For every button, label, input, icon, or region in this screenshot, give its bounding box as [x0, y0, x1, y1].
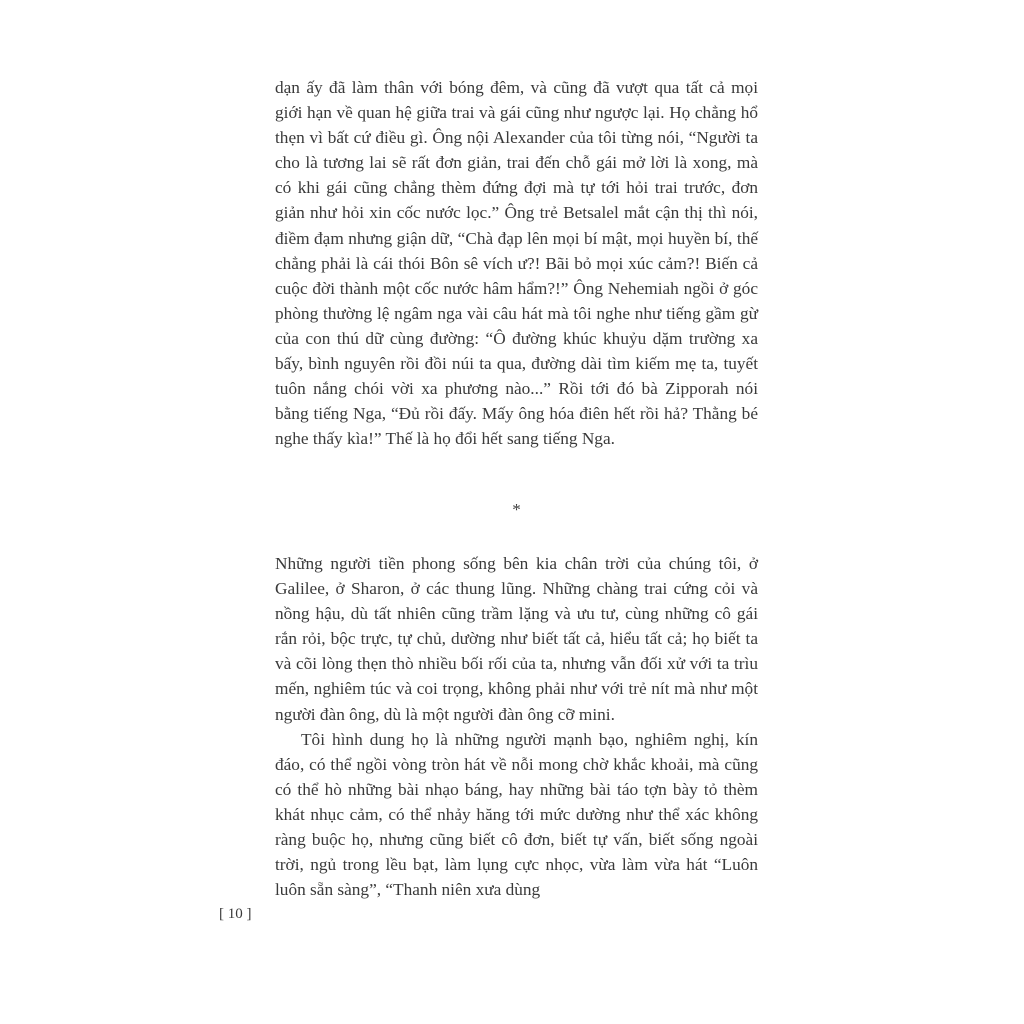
text-block-bottom [275, 551, 758, 902]
section-break-asterisk: * [512, 500, 521, 519]
paragraph: Tôi hình dung họ là những người mạnh bạo, nghiêm nghị, kín đáo, có thể ngồi vòng tròn hát về nỗi mong chờ khắc khoải, mà cũng có thể hò những bài nhạo báng, hay những bài táo tợn bày tỏ thèm khát nhục cảm, có thể nhảy hăng tới mức dường như thể xác không ràng buộc họ, nhưng cũng biết cô đơn, biết tự vấn, biết sống ngoài trời, ngủ trong lều bạt, làm lụng cực nhọc, vừa làm vừa hát “Luôn luôn sẵn sàng”, “Thanh niên xưa dùng [275, 729, 758, 900]
text-block-top [275, 75, 758, 451]
page-number: [ 10 ] [219, 906, 252, 922]
paragraph: Những người tiền phong sống bên kia chân trời của chúng tôi, ở Galilee, ở Sharon, ở các thung lũng. Những chàng trai cứng cỏi và nồng hậu, dù tất nhiên cũng trầm lặng và ưu tư, cùng những cô gái rắn rỏi, bộc trực, tự chủ, dường như biết tất cả, hiểu tất cả; họ biết ta và cõi lòng thẹn thò nhiều bối rối của ta, nhưng vẫn đối xử với ta trìu mến, nghiêm túc và coi trọng, không phải như với trẻ nít mà như một người đàn ông, dù là một người đàn ông cỡ mini. [275, 554, 758, 724]
paragraph: dạn ấy đã làm thân với bóng đêm, và cũng đã vượt qua tất cả mọi giới hạn về quan hệ giữa trai và gái cũng như ngược lại. Họ chẳng hổ thẹn vì bất cứ điều gì. Ông nội Alexander của tôi từng nói, “Người ta cho là tương lai sẽ rất đơn giản, trai đến chỗ gái mở lời là xong, mà có khi gái cũng chẳng thèm đứng đợi mà tự tới hỏi trai trước, đơn giản như hỏi xin cốc nước lọc.” Ông trẻ Betsalel mắt cận thị thì nói, điềm đạm nhưng giận dữ, “Chà đạp lên mọi bí mật, mọi huyền bí, thế chẳng phải là cái thói Bôn sê vích ư?! Bãi bỏ mọi xúc cảm?! Biến cả cuộc đời thành một cốc nước hâm hẩm?!” Ông Nehemiah ngồi ở góc phòng thường lệ ngâm nga vài câu hát mà tôi nghe như tiếng gầm gừ của con thú dữ cùng đường: “Ô đường khúc khuỷu dặm trường xa bấy, bình nguyên rồi đồi núi ta qua, đường dài tìm kiếm mẹ ta, tuyết tuôn nắng chói vời xa phương nào...” Rồi tới đó bà Zipporah nói bằng tiếng Nga, “Đủ rồi đấy. Mấy ông hóa điên hết rồi hả? Thằng bé nghe thấy kìa!” Thế là họ đổi hết sang tiếng Nga. [275, 78, 758, 449]
